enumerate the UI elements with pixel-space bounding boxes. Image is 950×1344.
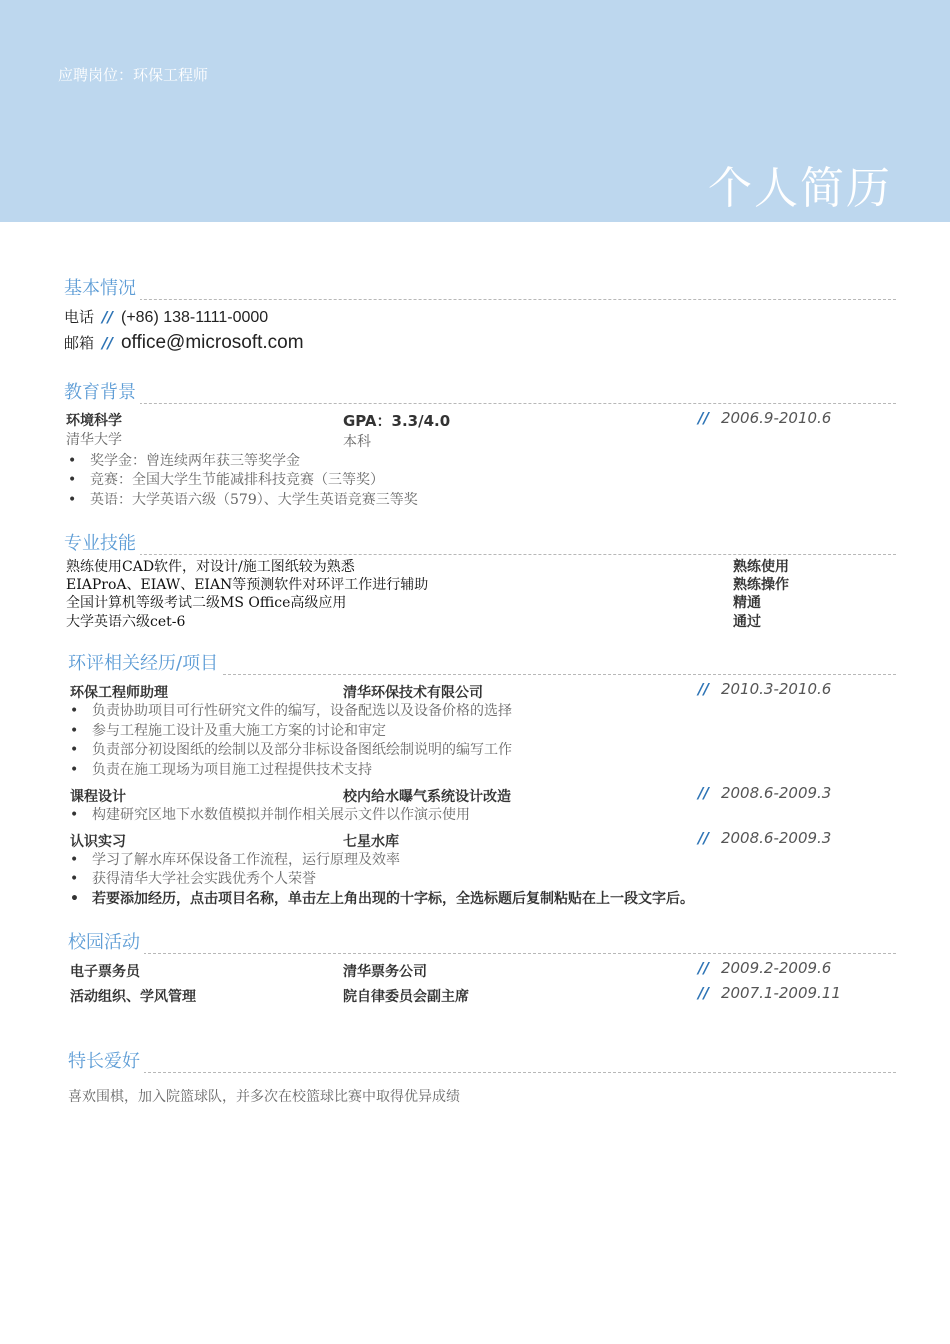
campus-role: 活动组织、学风管理 [70,989,196,1005]
hobbies-text: 喜欢围棋，加入院篮球队，并多次在校篮球比赛中取得优异成绩 [68,1089,460,1105]
skill-desc: EIAProA、EIAW、EIAN等预测软件对环评工作进行辅助 [66,577,429,593]
skill-level: 熟练操作 [733,577,789,593]
exp-bullet: • 负责部分初设图纸的绘制以及部分非标设备图纸绘制说明的编写工作 [70,739,512,759]
section-title-campus: 校园活动 [68,928,144,954]
section-education [64,378,896,404]
edu-bullet: • 英语：大学英语六级（579）、大学生英语竞赛三等奖 [68,489,418,509]
edu-date [698,409,831,427]
edu-date-value: 2006.9-2010.6 [720,409,832,427]
exp-date-value: 2010.3-2010.6 [720,680,832,698]
section-basic [64,274,896,300]
email-value: office@microsoft.com [120,332,304,353]
campus-date-value: 2007.1-2009.11 [720,984,841,1002]
exp-role: 课程设计 [70,789,126,805]
exp-bullet: • 参与工程施工设计及重大施工方案的讨论和审定 [70,720,386,740]
section-experience [68,649,896,675]
campus-role: 电子票务员 [70,964,140,980]
section-divider [64,299,896,300]
separator: // [102,308,113,326]
section-title-experience: 环评相关经历/项目 [68,649,222,675]
edu-major: 环境科学 [66,413,122,429]
exp-date-value: 2008.6-2009.3 [720,829,832,847]
resume-title: 个人简历 [708,163,892,214]
exp-date [698,829,831,847]
exp-org: 校内给水曝气系统设计改造 [343,789,511,805]
exp-bullet: • 负责在施工现场为项目施工过程提供技术支持 [70,759,372,779]
separator: // [698,784,709,802]
edu-gpa: GPA：3.3/4.0 [343,412,451,430]
skill-desc: 大学英语六级cet-6 [66,614,186,630]
edu-school: 清华大学 [66,432,122,448]
section-skills [64,529,896,555]
phone-label: 电话 [64,308,95,326]
job-position: 应聘岗位：环保工程师 [58,66,209,84]
section-title-hobbies: 特长爱好 [68,1047,144,1073]
email-label: 邮箱 [64,334,95,352]
skill-level: 通过 [733,614,761,630]
section-campus [68,928,896,954]
separator: // [698,829,709,847]
exp-note: • 若要添加经历，点击项目名称，单击左上角出现的十字标，全选标题后复制粘贴在上一段文字后。 [70,888,694,908]
skill-desc: 全国计算机等级考试二级MS Office高级应用 [66,595,347,611]
campus-date [698,959,831,977]
phone-value: (+86) 138-1111-0000 [120,309,269,326]
section-divider [68,953,896,954]
separator: // [698,680,709,698]
edu-bullet: • 竞赛：全国大学生节能减排科技竞赛（三等奖） [68,469,384,489]
section-title-skills: 专业技能 [64,529,140,555]
exp-role: 环保工程师助理 [70,685,168,701]
campus-date [698,984,841,1002]
exp-bullet: • 获得清华大学社会实践优秀个人荣誉 [70,868,316,888]
campus-org: 清华票务公司 [343,964,427,980]
edu-bullet: • 奖学金：曾连续两年获三等奖学金 [68,450,300,470]
edu-degree: 本科 [343,434,371,450]
exp-bullet: • 负责协助项目可行性研究文件的编写，设备配选以及设备价格的选择 [70,700,512,720]
section-title-education: 教育背景 [64,378,140,404]
separator: // [698,409,709,427]
exp-bullet: • 学习了解水库环保设备工作流程，运行原理及效率 [70,849,400,869]
skill-level: 精通 [733,595,761,611]
exp-date [698,680,831,698]
campus-org: 院自律委员会副主席 [343,989,469,1005]
section-hobbies [68,1047,896,1073]
phone-row [64,306,268,327]
section-title-basic: 基本情况 [64,274,140,300]
exp-date-value: 2008.6-2009.3 [720,784,832,802]
section-divider [64,403,896,404]
separator: // [698,959,709,977]
skill-level: 熟练使用 [733,559,789,575]
section-divider [64,554,896,555]
exp-role: 认识实习 [70,834,126,850]
campus-date-value: 2009.2-2009.6 [720,959,832,977]
separator: // [102,334,113,352]
exp-date [698,784,831,802]
email-row [64,332,304,354]
exp-org: 清华环保技术有限公司 [343,685,483,701]
separator: // [698,984,709,1002]
exp-bullet: • 构建研究区地下水数值模拟并制作相关展示文件以作演示使用 [70,804,470,824]
section-divider [68,1072,896,1073]
skill-desc: 熟练使用CAD软件，对设计/施工图纸较为熟悉 [66,559,355,575]
exp-org: 七星水库 [343,834,399,850]
